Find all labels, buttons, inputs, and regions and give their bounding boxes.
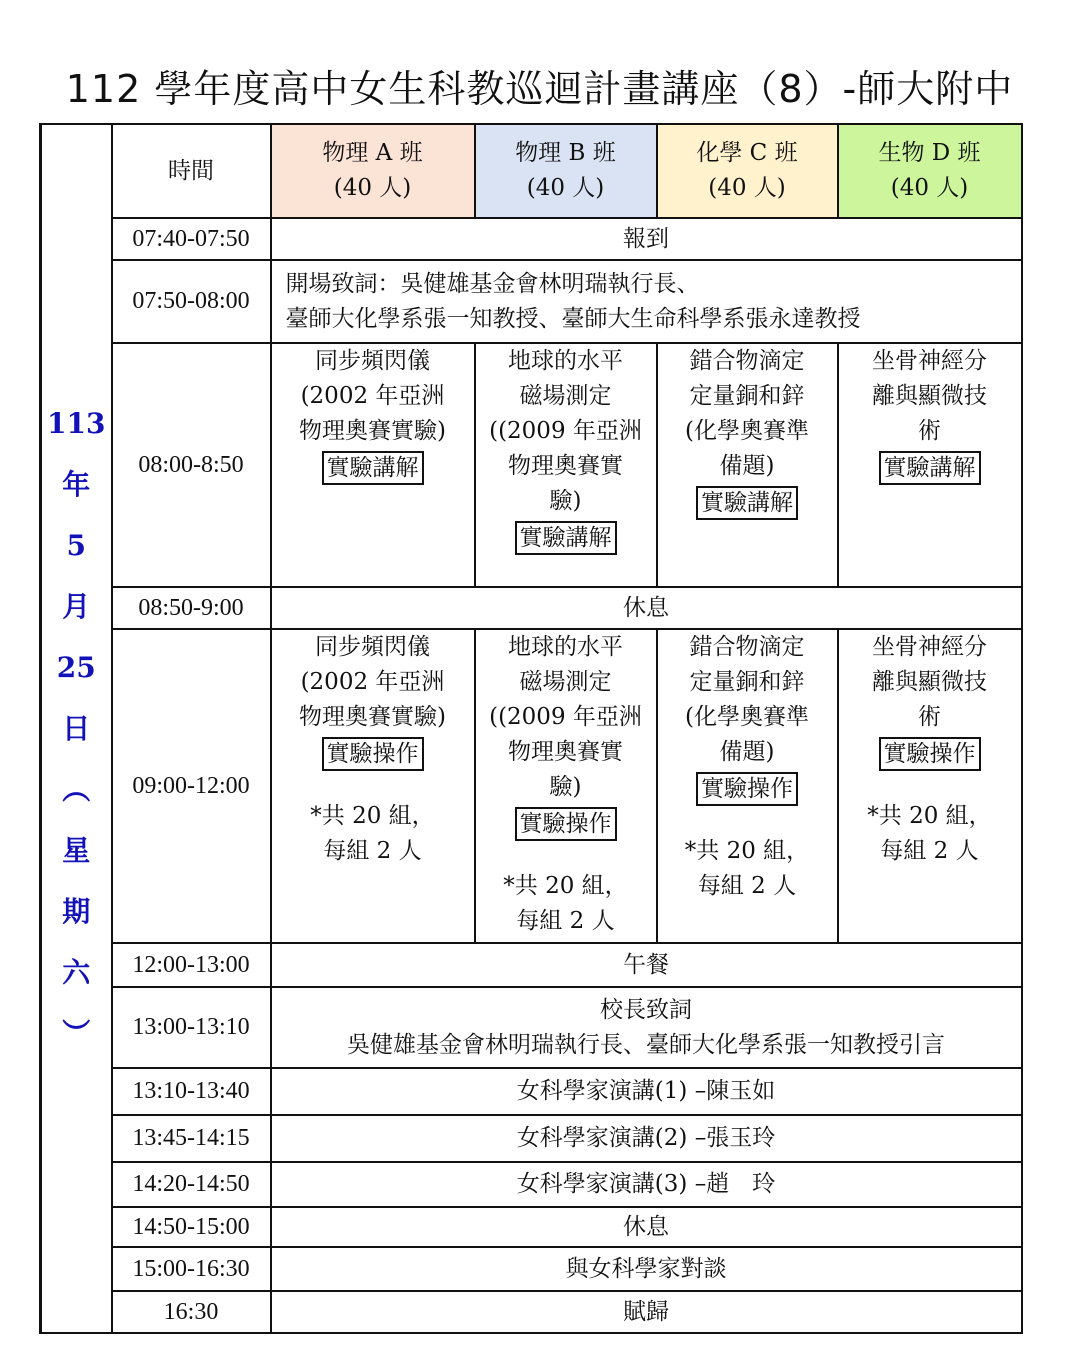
date-char: 5 [66,529,86,562]
date-char: 113 [47,407,106,440]
class-count: (40 人) [526,175,605,201]
activity-tag: 實驗講解 [322,451,424,485]
activity-cell: 午餐 [271,943,1022,987]
activity-line: 校長致詞 [600,996,692,1023]
activity-line: 磁場測定 [519,669,612,695]
activity-tag: 實驗講解 [515,521,617,555]
schedule-row [41,1162,1022,1207]
activity-line: (化學奧賽準 [685,704,809,730]
time-cell: 14:50-15:00 [112,1207,271,1247]
activity-tag: 實驗講解 [879,451,981,485]
group-note: 每組 2 人 [516,908,615,934]
activity-line: (2002 年亞洲 [300,669,445,695]
date-char: 日 [62,712,91,745]
class-c-activity [657,343,838,587]
class-d-activity [838,629,1022,943]
date-char: ︵ [62,773,91,806]
activity-line: 物理奧賽實驗) [299,704,446,730]
activity-line: 臺師大化學系張一知教授、臺師大生命科學系張永達教授 [285,305,861,332]
activity-cell: 女科學家演講(3) –趙 玲 [271,1162,1022,1207]
activity-line: 離與顯微技 [872,669,987,695]
schedule-row [41,943,1022,987]
activity-cell: 報到 [271,218,1022,260]
time-cell: 13:45-14:15 [112,1115,271,1162]
schedule-row [41,1291,1022,1333]
activity-line: 術 [918,418,941,444]
activity-cell: 女科學家演講(2) –張玉玲 [271,1115,1022,1162]
time-cell: 07:50-08:00 [112,260,271,343]
activity-tag: 實驗操作 [879,737,981,771]
class-d-activity [838,343,1022,587]
time-cell: 15:00-16:30 [112,1247,271,1291]
activity-line: 吳健雄基金會林明瑞執行長、臺師大化學系張一知教授引言 [347,1031,945,1058]
activity-line: 離與顯微技 [872,383,987,409]
activity-cell: 休息 [271,1207,1022,1247]
class-name: 化學 C 班 [696,140,798,166]
activity-line: 錯合物滴定 [689,348,805,374]
date-column [41,124,112,1333]
activity-cell [271,987,1022,1068]
date-char: 期 [62,895,91,928]
schedule-row [41,218,1022,260]
activity-line: 同步頻閃儀 [315,634,430,660]
schedule-row [41,587,1022,629]
class-b-activity [475,629,657,943]
activity-tag: 實驗講解 [696,486,798,520]
time-cell: 12:00-13:00 [112,943,271,987]
activity-line: 磁場測定 [519,383,612,409]
group-note: *共 20 組， [310,803,435,829]
group-note: 每組 2 人 [880,838,979,864]
date-char: 六 [62,956,91,989]
activity-line: ((2009 年亞洲 [489,704,642,730]
class-count: (40 人) [708,175,786,201]
activity-line: 開場致詞：吳健雄基金會林明瑞執行長、 [285,270,700,297]
activity-cell: 女科學家演講(1) –陳玉如 [271,1068,1022,1115]
class-count: (40 人) [333,175,412,201]
activity-tag: 實驗操作 [322,737,424,771]
class-c-header [657,124,838,218]
class-b-header [475,124,657,218]
schedule-table [39,123,1023,1334]
date-char: ︶ [62,1017,91,1050]
class-a-activity [271,629,475,943]
activity-line: (2002 年亞洲 [300,383,445,409]
activity-line: 物理奧賽實驗) [299,418,446,444]
schedule-row [41,343,1022,587]
class-d-header [838,124,1022,218]
time-header: 時間 [112,124,271,218]
activity-line: 坐骨神經分 [872,348,987,374]
date-char: 月 [62,590,91,623]
time-cell: 13:10-13:40 [112,1068,271,1115]
activity-cell: 賦歸 [271,1291,1022,1333]
activity-tag: 實驗操作 [515,807,617,841]
activity-line: (化學奧賽準 [685,418,809,444]
activity-line: 驗) [549,488,582,514]
page-title: 112 學年度高中女生科教巡迴計畫講座（8）-師大附中 [65,67,1014,111]
class-name: 物理 A 班 [322,140,423,166]
schedule-row [41,1115,1022,1162]
schedule-row [41,1247,1022,1291]
time-cell: 07:40-07:50 [112,218,271,260]
activity-line: 地球的水平 [508,348,623,374]
time-cell: 08:00-8:50 [112,343,271,587]
class-name: 物理 B 班 [515,140,616,166]
date-char: 星 [62,834,91,867]
group-note: *共 20 組， [867,803,992,829]
class-count: (40 人) [890,175,969,201]
date-char: 25 [56,651,96,684]
activity-line: 地球的水平 [508,634,623,660]
schedule-row [41,987,1022,1068]
activity-line: 同步頻閃儀 [315,348,430,374]
activity-line: 錯合物滴定 [689,634,805,660]
activity-line: 備題) [719,453,775,479]
time-cell: 09:00-12:00 [112,629,271,943]
activity-line: 物理奧賽實 [508,453,623,479]
activity-line: 驗) [549,774,582,800]
class-name: 生物 D 班 [878,140,981,166]
activity-cell: 休息 [271,587,1022,629]
schedule-row [41,1207,1022,1247]
time-cell: 08:50-9:00 [112,587,271,629]
group-note: *共 20 組， [684,838,810,864]
group-note: 每組 2 人 [697,873,797,899]
class-a-activity [271,343,475,587]
class-c-activity [657,629,838,943]
schedule-row [41,1068,1022,1115]
activity-line: 備題) [719,739,775,765]
activity-line: 坐骨神經分 [872,634,987,660]
schedule-row [41,260,1022,343]
group-note: 每組 2 人 [323,838,422,864]
class-b-activity [475,343,657,587]
activity-line: 術 [918,704,941,730]
group-note: *共 20 組， [503,873,628,899]
activity-line: ((2009 年亞洲 [489,418,642,444]
date-char: 年 [62,468,91,501]
activity-tag: 實驗操作 [696,772,798,806]
activity-cell: 與女科學家對談 [271,1247,1022,1291]
activity-cell [271,260,1022,343]
activity-line: 定量銅和鋅 [689,669,805,695]
time-cell: 14:20-14:50 [112,1162,271,1207]
activity-line: 物理奧賽實 [508,739,623,765]
schedule-row [41,629,1022,943]
class-a-header [271,124,475,218]
activity-line: 定量銅和鋅 [689,383,805,409]
time-cell: 16:30 [112,1291,271,1333]
time-cell: 13:00-13:10 [112,987,271,1068]
